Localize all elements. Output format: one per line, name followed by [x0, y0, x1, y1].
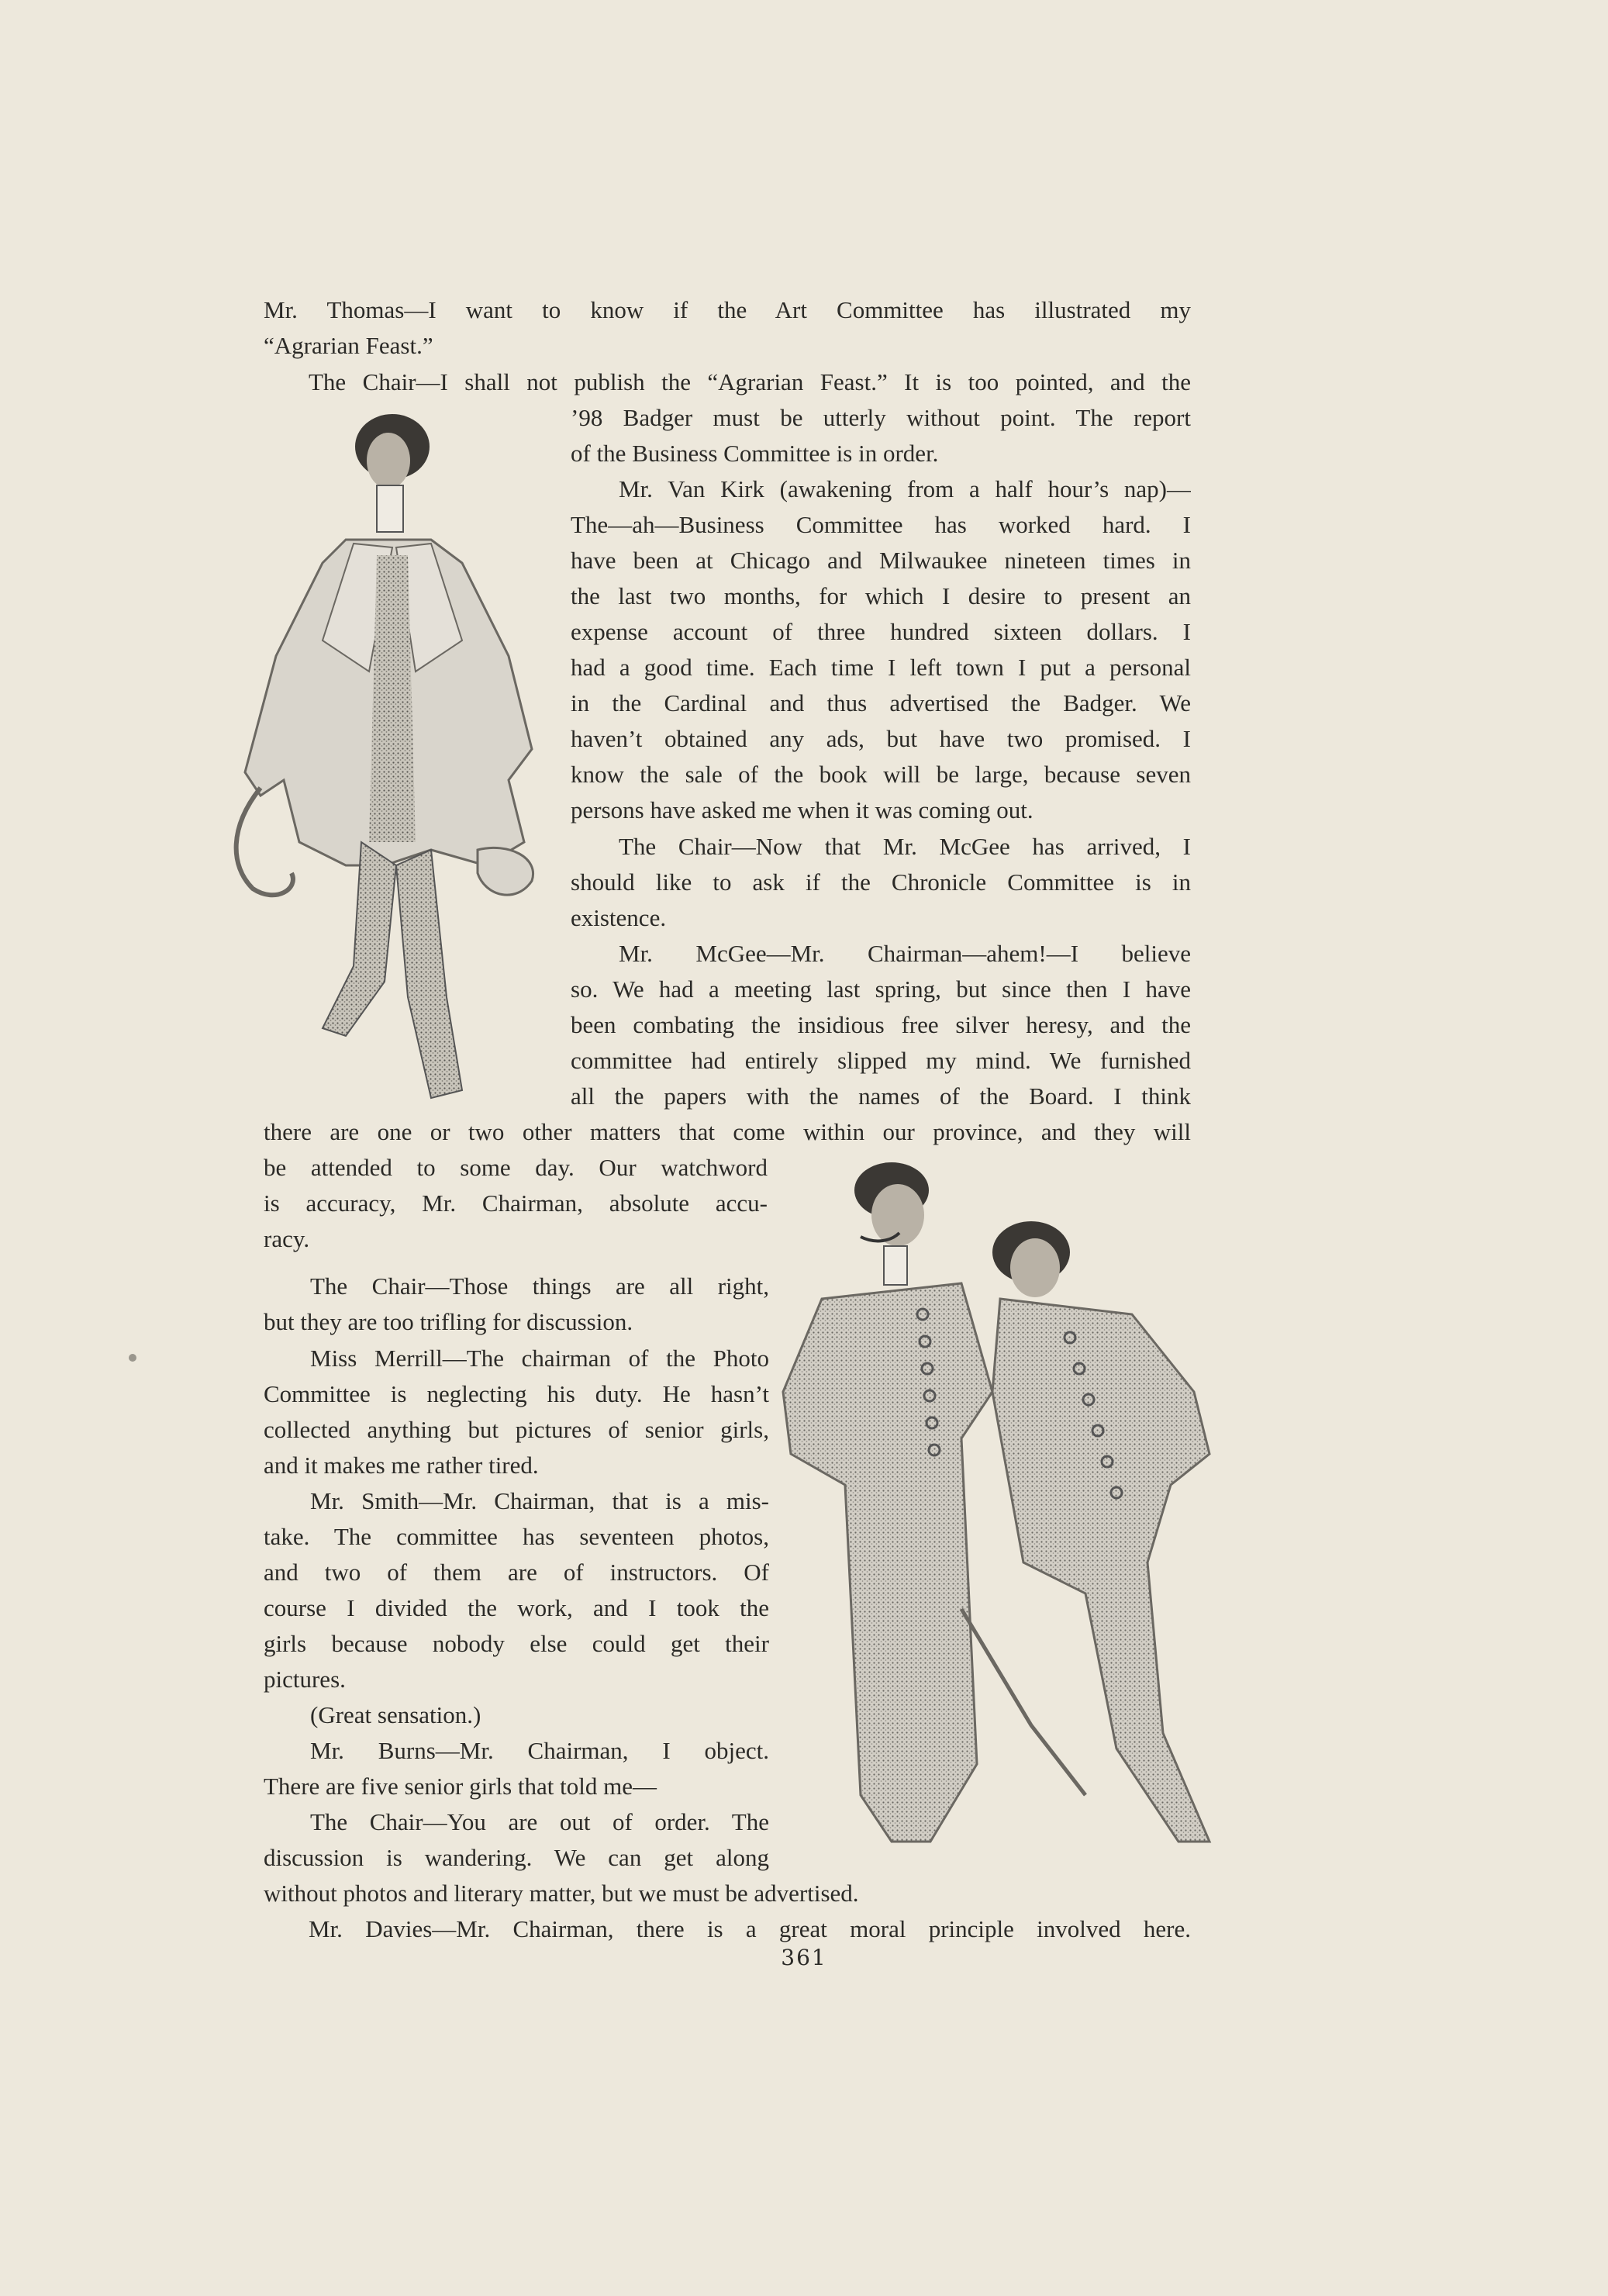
text-line: without photos and literary matter, but we must be advertised.: [264, 1880, 859, 1907]
text-line: The Chair—You are out of order. The: [310, 1808, 769, 1835]
text-line: Mr. Smith—Mr. Chairman, that is a mis-: [310, 1487, 769, 1514]
text-line: Miss Merrill—The chairman of the Photo: [310, 1345, 769, 1372]
text-line: committee had entirely slipped my mind. We furnished: [571, 1047, 1191, 1074]
text-line: ’98 Badger must be utterly without point. The report: [571, 404, 1191, 431]
text-line: there are one or two other matters that come within our province, and they will: [264, 1118, 1191, 1145]
text-line: so. We had a meeting last spring, but since then I have: [571, 975, 1191, 1003]
text-line: in the Cardinal and thus advertised the Badger. We: [571, 689, 1191, 716]
text-line: had a good time. Each time I left town I put a personal: [571, 654, 1191, 681]
text-line: been combating the insidious free silver heresy, and the: [571, 1011, 1191, 1038]
text-line: is accuracy, Mr. Chairman, absolute accu-: [264, 1189, 768, 1217]
text-line: the last two months, for which I desire to present an: [571, 582, 1191, 609]
text-line: of the Business Committee is in order.: [571, 440, 939, 467]
text-line: The—ah—Business Committee has worked hard. I: [571, 511, 1191, 538]
text-line: know the sale of the book will be large, because seven: [571, 761, 1191, 788]
text-line: take. The committee has seventeen photos,: [264, 1523, 769, 1550]
text-line: pictures.: [264, 1666, 346, 1693]
text-line: and it makes me rather tired.: [264, 1452, 539, 1479]
text-line: Committee is neglecting his duty. He hasn’t: [264, 1380, 769, 1407]
text-line: discussion is wandering. We can get along: [264, 1844, 769, 1871]
text-line: Mr. Van Kirk (awakening from a half hour’s nap)—: [619, 475, 1191, 502]
text-line: Mr. McGee—Mr. Chairman—ahem!—I believe: [619, 940, 1191, 967]
text-line: course I divided the work, and I took the: [264, 1594, 769, 1621]
text-line: Mr. Davies—Mr. Chairman, there is a great moral principle involved here.: [309, 1915, 1191, 1942]
text-line: racy.: [264, 1225, 310, 1252]
text-line: (Great sensation.): [310, 1701, 481, 1728]
text-line: The Chair—I shall not publish the “Agrarian Feast.” It is too pointed, and the: [309, 368, 1191, 395]
text-line: haven’t obtained any ads, but have two promised. I: [571, 725, 1191, 752]
ink-speck: [129, 1354, 136, 1362]
text-line: There are five senior girls that told me—: [264, 1773, 657, 1800]
text-line: “Agrarian Feast.”: [264, 332, 433, 359]
text-line: girls because nobody else could get their: [264, 1630, 769, 1657]
text-line: all the papers with the names of the Board. I think: [571, 1082, 1191, 1110]
text-line: expense account of three hundred sixteen dollars. I: [571, 618, 1191, 645]
caricature-figure-coat: [229, 408, 555, 1106]
text-line: persons have asked me when it was coming out.: [571, 796, 1033, 823]
page-number: 361: [781, 1945, 827, 1970]
text-line: be attended to some day. Our watchword: [264, 1154, 768, 1181]
text-line: existence.: [571, 904, 667, 931]
text-line: should like to ask if the Chronicle Committee is in: [571, 868, 1191, 896]
text-line: and two of them are of instructors. Of: [264, 1559, 769, 1586]
text-line: collected anything but pictures of senior girls,: [264, 1416, 769, 1443]
text-line: The Chair—Those things are all right,: [310, 1272, 769, 1300]
text-line: Mr. Thomas—I want to know if the Art Committee has illustrated my: [264, 296, 1191, 323]
caricature-two-figures: [775, 1159, 1217, 1861]
text-line: but they are too trifling for discussion.: [264, 1308, 633, 1335]
text-line: Mr. Burns—Mr. Chairman, I object.: [310, 1737, 769, 1764]
text-line: The Chair—Now that Mr. McGee has arrived, I: [619, 833, 1191, 860]
text-line: have been at Chicago and Milwaukee nineteen times in: [571, 547, 1191, 574]
